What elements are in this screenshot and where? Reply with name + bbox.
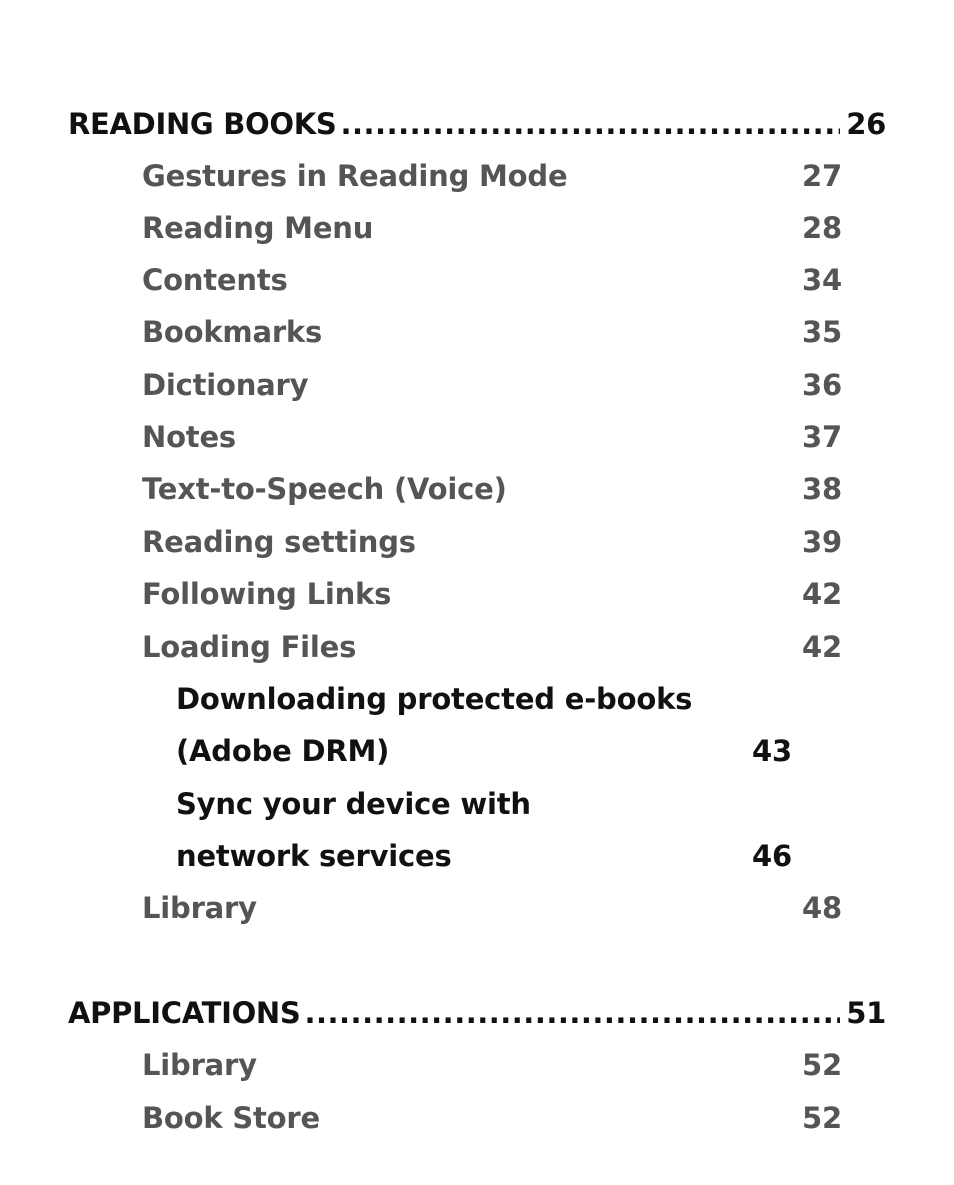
entry-page-number: 34 [802,263,842,297]
toc-subentry-sync-line2[interactable] [176,839,792,873]
entry-page-number: 52 [802,1048,842,1082]
toc-entry-library[interactable] [142,891,842,925]
subentry-page-number: 46 [752,839,792,873]
entry-page-number: 42 [802,630,842,664]
subentry-label: network services [176,839,452,873]
entry-page-number: 42 [802,577,842,611]
section-title: READING BOOKS [68,107,337,141]
entry-label: Library [142,1048,257,1082]
toc-entry-gestures[interactable] [142,159,842,193]
subentry-page-number: 43 [752,734,792,768]
entry-page-number: 52 [802,1101,842,1135]
toc-subentry-sync-line1[interactable] [176,787,792,821]
subentry-label: (Adobe DRM) [176,734,390,768]
entry-label: Following Links [142,577,392,611]
dot-leader [304,999,840,1028]
entry-label: Library [142,891,257,925]
entry-page-number: 48 [802,891,842,925]
entry-label: Bookmarks [142,315,323,349]
subentry-label: Sync your device with [176,787,531,821]
entry-label: Text-to-Speech (Voice) [142,472,507,506]
toc-entry-dictionary[interactable] [142,368,842,402]
toc-entry-reading-settings[interactable] [142,525,842,559]
toc-subentry-adobe-drm-line1[interactable] [176,682,792,716]
entry-page-number: 39 [802,525,842,559]
toc-entry-bookmarks[interactable] [142,315,842,349]
entry-label: Book Store [142,1101,320,1135]
toc-entry-notes[interactable] [142,420,842,454]
subentry-label: Downloading protected e-books [176,682,693,716]
entry-label: Reading settings [142,525,416,559]
entry-label: Dictionary [142,368,309,402]
entry-label: Notes [142,420,236,454]
section-title: APPLICATIONS [68,996,301,1030]
entry-page-number: 35 [802,315,842,349]
toc-entry-reading-menu[interactable] [142,211,842,245]
toc-entry-loading-files[interactable] [142,630,842,664]
entry-label: Reading Menu [142,211,374,245]
entry-label: Gestures in Reading Mode [142,159,568,193]
toc-section-reading-books[interactable] [68,107,886,141]
entry-label: Contents [142,263,288,297]
toc-section-applications[interactable] [68,996,886,1030]
toc-entry-apps-library[interactable] [142,1048,842,1082]
entry-page-number: 27 [802,159,842,193]
entry-label: Loading Files [142,630,357,664]
dot-leader [341,110,841,139]
entry-page-number: 38 [802,472,842,506]
entry-page-number: 37 [802,420,842,454]
toc-subentry-adobe-drm-line2[interactable] [176,734,792,768]
entry-page-number: 28 [802,211,842,245]
toc-entry-text-to-speech[interactable] [142,472,842,506]
toc-entry-book-store[interactable] [142,1101,842,1135]
section-page-number: 51 [846,996,886,1030]
toc-entry-contents[interactable] [142,263,842,297]
section-page-number: 26 [846,107,886,141]
toc-entry-following-links[interactable] [142,577,842,611]
entry-page-number: 36 [802,368,842,402]
